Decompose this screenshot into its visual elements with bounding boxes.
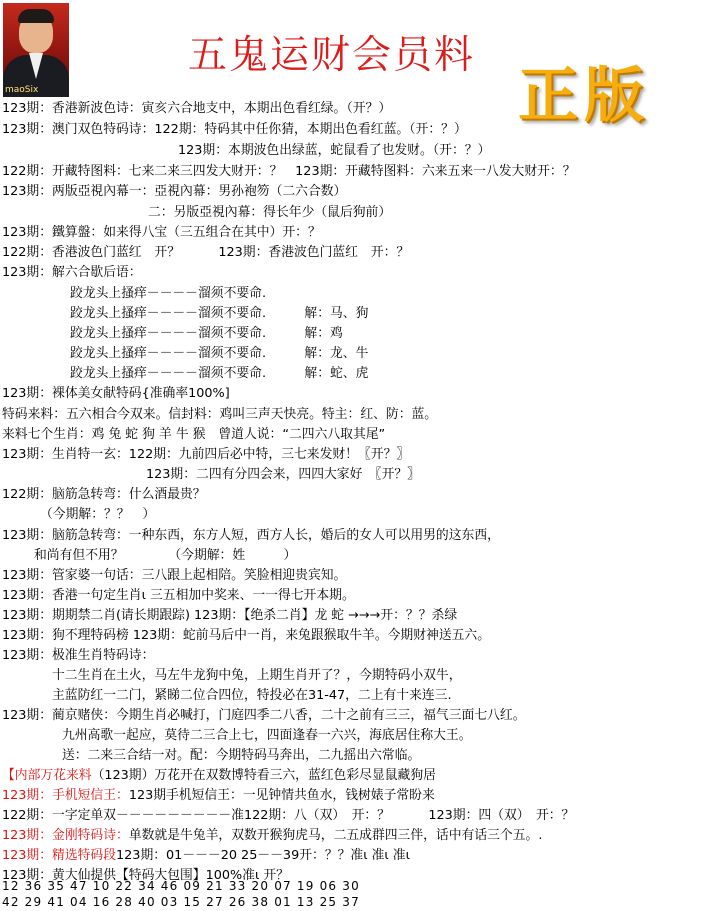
text-line-34 (2, 768, 436, 784)
text-line-10: 跤龙头上搔痒－－－－溜须不要命. (70, 286, 267, 301)
text-line-16: 特码来料：五六相合今双来。信封料：鸡叫三声天快亮。特主：红、防：蓝。 (2, 407, 438, 422)
page-title: 五鬼运财会员料 (188, 33, 476, 78)
text-line-9: 123期：解六合歇后语： (2, 265, 142, 280)
profile-photo (3, 3, 69, 97)
text-line-37-highlight: 123期：金刚特码诗： (2, 828, 129, 843)
text-line-5: 123期：两版亞視內幕一：亞視內幕：男孙袍笏（二六合数） (2, 184, 347, 199)
number-row-2: 42 29 41 04 16 28 40 03 15 27 26 38 01 13 25 37 (2, 895, 360, 909)
text-line-2: 123期：澳门双色特码诗：122期：特码其中任你猜，本期出色看红蓝。（开：？） (2, 122, 467, 137)
text-line-31: 123期：蔺京赌侠：今期生肖必喊打，门庭四季二八香，二十之前有三三，福气三面七八红。 (2, 708, 526, 723)
text-line-19: 123期：二四有分四会来，四四大家好 〖开？〗 (146, 467, 420, 482)
text-line-18: 123期：生肖特一玄：122期：九前四后必中特，三七来发财！〖开？〗 (2, 447, 410, 462)
text-line-15: 123期：裸体美女献特码{准确率100%] (2, 386, 230, 401)
text-line-12: 跤龙头上搔痒－－－－溜须不要命. 解：鸡 (70, 326, 343, 341)
text-line-35 (2, 788, 435, 804)
genuine-badge: 正版 (518, 61, 650, 131)
text-line-27: 123期：狗不理特码榜 123期：蛇前马后中一肖，来兔跟猴取牛羊。今期财神送五六。 (2, 628, 491, 643)
text-line-38 (2, 848, 410, 864)
text-line-32: 九州高歌一起应，莫待二三合上七，四面逢春一六兴，海底居住称大王。 (62, 728, 472, 743)
text-line-22: 123期：脑筋急转弯：一种东西，东方人短，西方人长，婚后的女人可以用男的这东西， (2, 528, 500, 543)
text-line-6: 二：另版亞視內幕：得长年少（鼠后狗前） (148, 205, 392, 220)
photo-hair (18, 9, 54, 23)
text-line-20: 122期：脑筋急转弯：什么酒最贵？ (2, 487, 206, 502)
text-line-24: 123期：管家婆一句话：三八跟上起相陪。笑脸相迎贵宾知。 (2, 568, 347, 583)
text-line-7: 123期：鐵算盤：如来得八宝（三五组合在其中）开：？ (2, 225, 321, 240)
text-line-33: 送：二来三合结一对。配：今期特码马奔出，二九摇出六常临。 (62, 748, 421, 763)
text-line-36: 122期：一字定单双－－－－－－－－－准122期：八（双） 开：？ 123期：四（双） 开：？ (2, 808, 575, 823)
text-line-28: 123期：极准生肖特码诗： (2, 648, 155, 663)
text-line-25: 123期：香港一句定生肖ι 三五相加中奖来、一一得七开本期。 (2, 588, 355, 603)
text-line-34-highlight: 【内部万花来料 (2, 768, 92, 783)
text-line-26: 123期：期期禁二肖(请长期跟踪) 123期：【绝杀二肖】龙 蛇 →→→开：？？杀绿 (2, 608, 458, 623)
text-line-39: 123期：黄大仙提供【特码大包围】100%准ι 开？ (2, 868, 289, 883)
text-line-30: 主蓝防红一二门，紧睇二位合四位，特投必在31-47，二上有十来连三. (52, 688, 452, 703)
text-line-11: 跤龙头上搔痒－－－－溜须不要命. 解：马、狗 (70, 306, 369, 321)
text-line-8: 122期：香港波色门蓝红 开？ 123期：香港波色门蓝红 开：？ (2, 245, 410, 260)
text-line-29: 十二生肖在土火，马左牛龙狗中兔，上期生肖开了？，今期特码小双牛， (52, 668, 462, 683)
text-line-1: 123期：香港新波色诗：寅亥六合地支中，本期出色看红绿。（开？） (2, 101, 392, 116)
number-row-1: 12 36 35 47 10 22 34 46 09 21 33 20 07 19 06 30 (2, 879, 360, 893)
text-line-38-highlight: 123期：精选特码段 (2, 848, 117, 863)
text-line-37-body: 单数就是牛兔羊，双数开猴狗虎马，二五成群四三伴，话中有话三个五。. (128, 828, 543, 843)
text-line-35-body: 123期手机短信王：一见钟情共鱼水，钱树婊子常盼来 (128, 788, 435, 803)
text-line-13: 跤龙头上搔痒－－－－溜须不要命. 解：龙、牛 (70, 346, 369, 361)
text-line-14: 跤龙头上搔痒－－－－溜须不要命. 解：蛇、虎 (70, 366, 369, 381)
text-line-3: 123期：本期波色出绿蓝，蛇鼠看了也发财。（开：？） (178, 143, 491, 158)
text-line-4: 122期：开藏特图料：七来二来三四发大财开：？ 123期：开藏特图料：六来五来一八发大财开：？ (2, 164, 576, 179)
text-line-38-body: 123期：01－－－20 25－－39开：？？准ι 准ι 准ι (116, 848, 410, 863)
text-line-21: （今期解：？？ ） (40, 507, 156, 522)
photo-caption: maoSix (5, 85, 39, 95)
text-line-37 (2, 828, 542, 844)
text-line-35-highlight: 123期：手机短信王： (2, 788, 129, 803)
text-line-23: 和尚有但不用？ （今期解：姓 ） (34, 548, 297, 563)
text-line-34-body: （123期）万花开在双数博特看三六，蓝红色彩尽显鼠藏狗居 (91, 768, 436, 783)
text-line-17: 来料七个生肖：鸡 兔 蛇 狗 羊 牛 猴 曾道人说：“二四六八取其尾” (2, 427, 386, 442)
